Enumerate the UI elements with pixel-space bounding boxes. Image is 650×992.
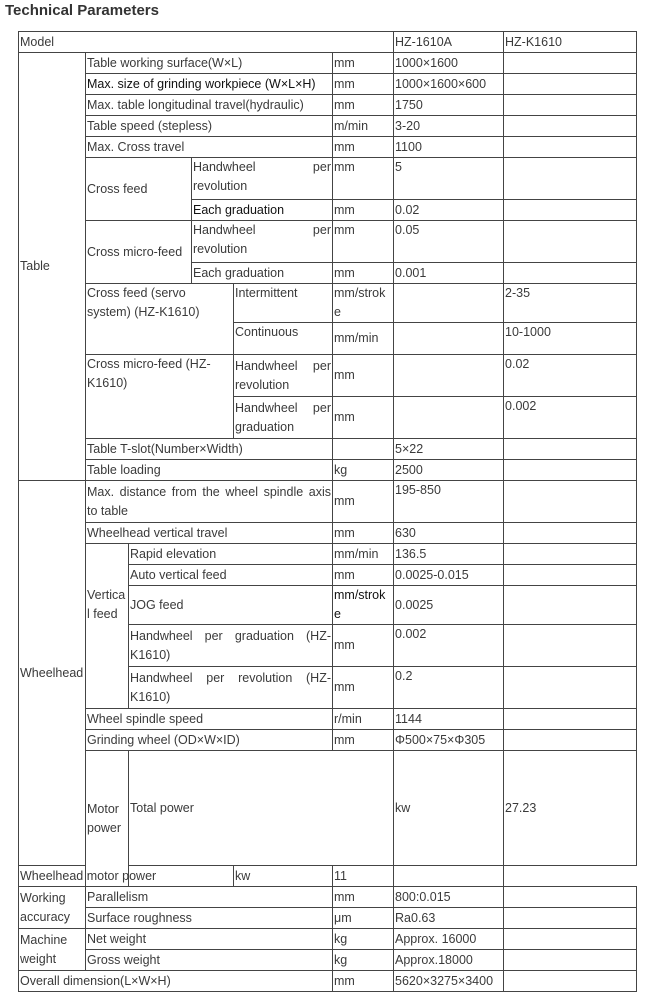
param-unit: mm xyxy=(333,355,394,397)
param-label: Table loading xyxy=(86,460,333,481)
param-unit: mm xyxy=(333,200,394,221)
table-row xyxy=(19,929,637,950)
param-value: 0.002 xyxy=(394,625,504,667)
wheelhead-group-label: Wheelhead xyxy=(19,481,86,866)
param-value: 5×22 xyxy=(394,439,504,460)
param-unit: mm/min xyxy=(333,544,394,565)
table-row xyxy=(19,284,637,323)
param-unit: mm xyxy=(333,667,394,709)
table-row xyxy=(19,751,637,866)
param-label: Parallelism xyxy=(86,887,333,908)
param-value: 0.05 xyxy=(394,221,504,263)
param-unit: mm xyxy=(333,74,394,95)
param-value-b xyxy=(504,53,637,74)
param-sublabel: Handwheel per revolution xyxy=(192,158,333,200)
param-unit: kg xyxy=(333,460,394,481)
accuracy-group-label: Working accuracy xyxy=(19,887,86,929)
weight-group-label: Machine weight xyxy=(19,929,86,971)
param-unit: mm xyxy=(333,565,394,586)
param-value: 1000×1600×600 xyxy=(394,74,504,95)
table-row xyxy=(19,481,637,502)
param-unit: kg xyxy=(333,950,394,971)
table-row xyxy=(19,439,637,460)
param-value-b xyxy=(504,200,637,221)
param-value-b xyxy=(504,950,637,971)
table-row xyxy=(19,53,637,74)
param-value: 5620×3275×3400 xyxy=(394,971,504,992)
param-value: 5 xyxy=(394,158,504,200)
table-row xyxy=(19,137,637,158)
param-value-b xyxy=(504,887,637,908)
param-unit: mm/stroke xyxy=(333,586,394,625)
param-group-label: Cross micro-feed xyxy=(86,221,192,284)
param-label: Net weight xyxy=(86,929,333,950)
param-unit: mm xyxy=(333,53,394,74)
param-unit: mm xyxy=(333,158,394,200)
param-value-b xyxy=(504,929,637,950)
param-label: Max. distance from the wheel spindle axis to table xyxy=(86,481,333,523)
param-group-label: Cross feed (servo system) (HZ-K1610) xyxy=(86,284,234,355)
param-sublabel: Handwheel per revolution xyxy=(234,355,333,397)
table-row xyxy=(19,866,637,887)
motor-group-label: Motor power xyxy=(86,751,129,887)
param-sublabel: Intermittent xyxy=(234,284,333,323)
param-value: 1000×1600 xyxy=(394,53,504,74)
param-unit: mm xyxy=(333,221,394,263)
param-value-b: 10-1000 xyxy=(504,323,637,355)
param-label: Table working surface(W×L) xyxy=(86,53,333,74)
param-value: 0.001 xyxy=(394,263,504,284)
param-sublabel: Auto vertical feed xyxy=(129,565,333,586)
param-sublabel: Rapid elevation xyxy=(129,544,333,565)
param-value xyxy=(394,397,504,439)
param-value: Approx.18000 xyxy=(394,950,504,971)
param-value: 3-20 xyxy=(394,116,504,137)
table-row xyxy=(19,887,637,908)
param-value: 11 xyxy=(333,866,394,887)
param-value-b: 0.02 xyxy=(504,355,637,397)
param-value-b xyxy=(504,908,637,929)
table-row xyxy=(19,116,637,137)
param-value: 2500 xyxy=(394,460,504,481)
param-group-label: Cross feed xyxy=(86,158,192,221)
param-value-b xyxy=(504,971,637,992)
param-label: Total power xyxy=(129,751,394,866)
param-value: Ra0.63 xyxy=(394,908,504,929)
param-label: Table speed (stepless) xyxy=(86,116,333,137)
param-value-b xyxy=(504,137,637,158)
param-label: Wheelhead vertical travel xyxy=(86,523,333,544)
param-value: 136.5 xyxy=(394,544,504,565)
param-label: Max. table longitudinal travel(hydraulic) xyxy=(86,95,333,116)
table-row xyxy=(19,523,637,544)
param-label: Grinding wheel (OD×W×ID) xyxy=(86,730,333,751)
vertical-feed-label: Vertical feed xyxy=(86,544,129,709)
table-group-label: Table xyxy=(19,53,86,481)
param-unit: mm xyxy=(333,397,394,439)
param-value: 0.02 xyxy=(394,200,504,221)
param-sublabel: Each graduation xyxy=(192,263,333,284)
param-value: Φ500×75×Φ305 xyxy=(394,730,504,751)
param-value-b xyxy=(504,667,637,709)
param-unit: mm xyxy=(333,523,394,544)
param-value-b xyxy=(504,730,637,751)
param-value-b xyxy=(504,586,637,625)
param-value-b: 0.002 xyxy=(504,397,637,439)
param-unit: mm xyxy=(333,625,394,667)
param-value-b xyxy=(504,523,637,544)
param-value-b xyxy=(504,565,637,586)
param-value-b xyxy=(504,439,637,460)
param-unit: mm xyxy=(333,730,394,751)
table-row xyxy=(19,709,637,730)
param-unit: m/min xyxy=(333,116,394,137)
table-row xyxy=(19,971,637,992)
param-unit: mm xyxy=(333,137,394,158)
param-sublabel: Handwheel per revolution (HZ-K1610) xyxy=(129,667,333,709)
param-unit: mm xyxy=(333,481,394,523)
param-value-b xyxy=(504,158,637,200)
param-label: Table T-slot(Number×Width) xyxy=(86,439,333,460)
param-sublabel: JOG feed xyxy=(129,586,333,625)
param-label: Surface roughness xyxy=(86,908,333,929)
param-label: Gross weight xyxy=(86,950,333,971)
param-unit: r/min xyxy=(333,709,394,730)
param-value: 0.2 xyxy=(394,667,504,709)
table-row xyxy=(19,730,637,751)
param-value: 630 xyxy=(394,523,504,544)
param-label: Max. Cross travel xyxy=(86,137,333,158)
param-sublabel: Handwheel per graduation (HZ-K1610) xyxy=(129,625,333,667)
param-unit: mm xyxy=(333,95,394,116)
param-unit: kw xyxy=(394,751,504,866)
model-a: HZ-1610A xyxy=(394,32,504,53)
param-unit: mm xyxy=(333,887,394,908)
param-value-b xyxy=(504,95,637,116)
param-value-b xyxy=(504,116,637,137)
param-label: Max. size of grinding workpiece (W×L×H) xyxy=(86,74,333,95)
model-b: HZ-K1610 xyxy=(504,32,637,53)
table-row xyxy=(19,74,637,95)
param-sublabel: Each graduation xyxy=(192,200,333,221)
param-value: 800:0.015 xyxy=(394,887,504,908)
param-group-label: Cross micro-feed (HZ-K1610) xyxy=(86,355,234,439)
param-value: Approx. 16000 xyxy=(394,929,504,950)
table-row xyxy=(19,158,637,179)
param-value: 27.23 xyxy=(504,751,637,866)
table-row xyxy=(19,544,637,565)
param-unit: mm/stroke xyxy=(333,284,394,323)
param-sublabel: Continuous xyxy=(234,323,333,355)
table-row xyxy=(19,460,637,481)
param-value: 0.0025-0.015 xyxy=(394,565,504,586)
param-value-b xyxy=(504,460,637,481)
param-value: 1144 xyxy=(394,709,504,730)
table-row xyxy=(19,355,637,376)
param-unit: μm xyxy=(333,908,394,929)
param-value: 195-850 xyxy=(394,481,504,523)
param-value xyxy=(394,284,504,323)
param-value-b xyxy=(504,221,637,263)
spec-table xyxy=(18,31,637,992)
param-value-b xyxy=(504,709,637,730)
param-sublabel: Handwheel per revolution xyxy=(192,221,333,263)
param-value-b xyxy=(504,625,637,667)
param-value xyxy=(394,323,504,355)
table-row xyxy=(19,908,637,929)
table-row xyxy=(19,221,637,242)
param-value-b: 2-35 xyxy=(504,284,637,323)
param-unit xyxy=(333,439,394,460)
param-unit: mm xyxy=(333,971,394,992)
table-row xyxy=(19,32,637,53)
param-value: 1100 xyxy=(394,137,504,158)
param-value xyxy=(394,355,504,397)
table-row xyxy=(19,950,637,971)
param-unit: kw xyxy=(234,866,333,887)
param-value-b xyxy=(504,263,637,284)
param-value-b xyxy=(504,544,637,565)
table-row xyxy=(19,95,637,116)
param-unit: kg xyxy=(333,929,394,950)
param-value: 1750 xyxy=(394,95,504,116)
param-value: 0.0025 xyxy=(394,586,504,625)
param-label: Overall dimension(L×W×H) xyxy=(19,971,333,992)
param-value-b xyxy=(504,481,637,523)
param-unit: mm/min xyxy=(333,323,394,355)
param-label: Wheelhead motor power xyxy=(19,866,234,887)
model-label: Model xyxy=(19,32,394,53)
param-label: Wheel spindle speed xyxy=(86,709,333,730)
param-value-b xyxy=(394,866,504,887)
param-value-b xyxy=(504,74,637,95)
param-unit: mm xyxy=(333,263,394,284)
param-sublabel: Handwheel per graduation xyxy=(234,397,333,439)
page-title: Technical Parameters xyxy=(5,2,159,19)
